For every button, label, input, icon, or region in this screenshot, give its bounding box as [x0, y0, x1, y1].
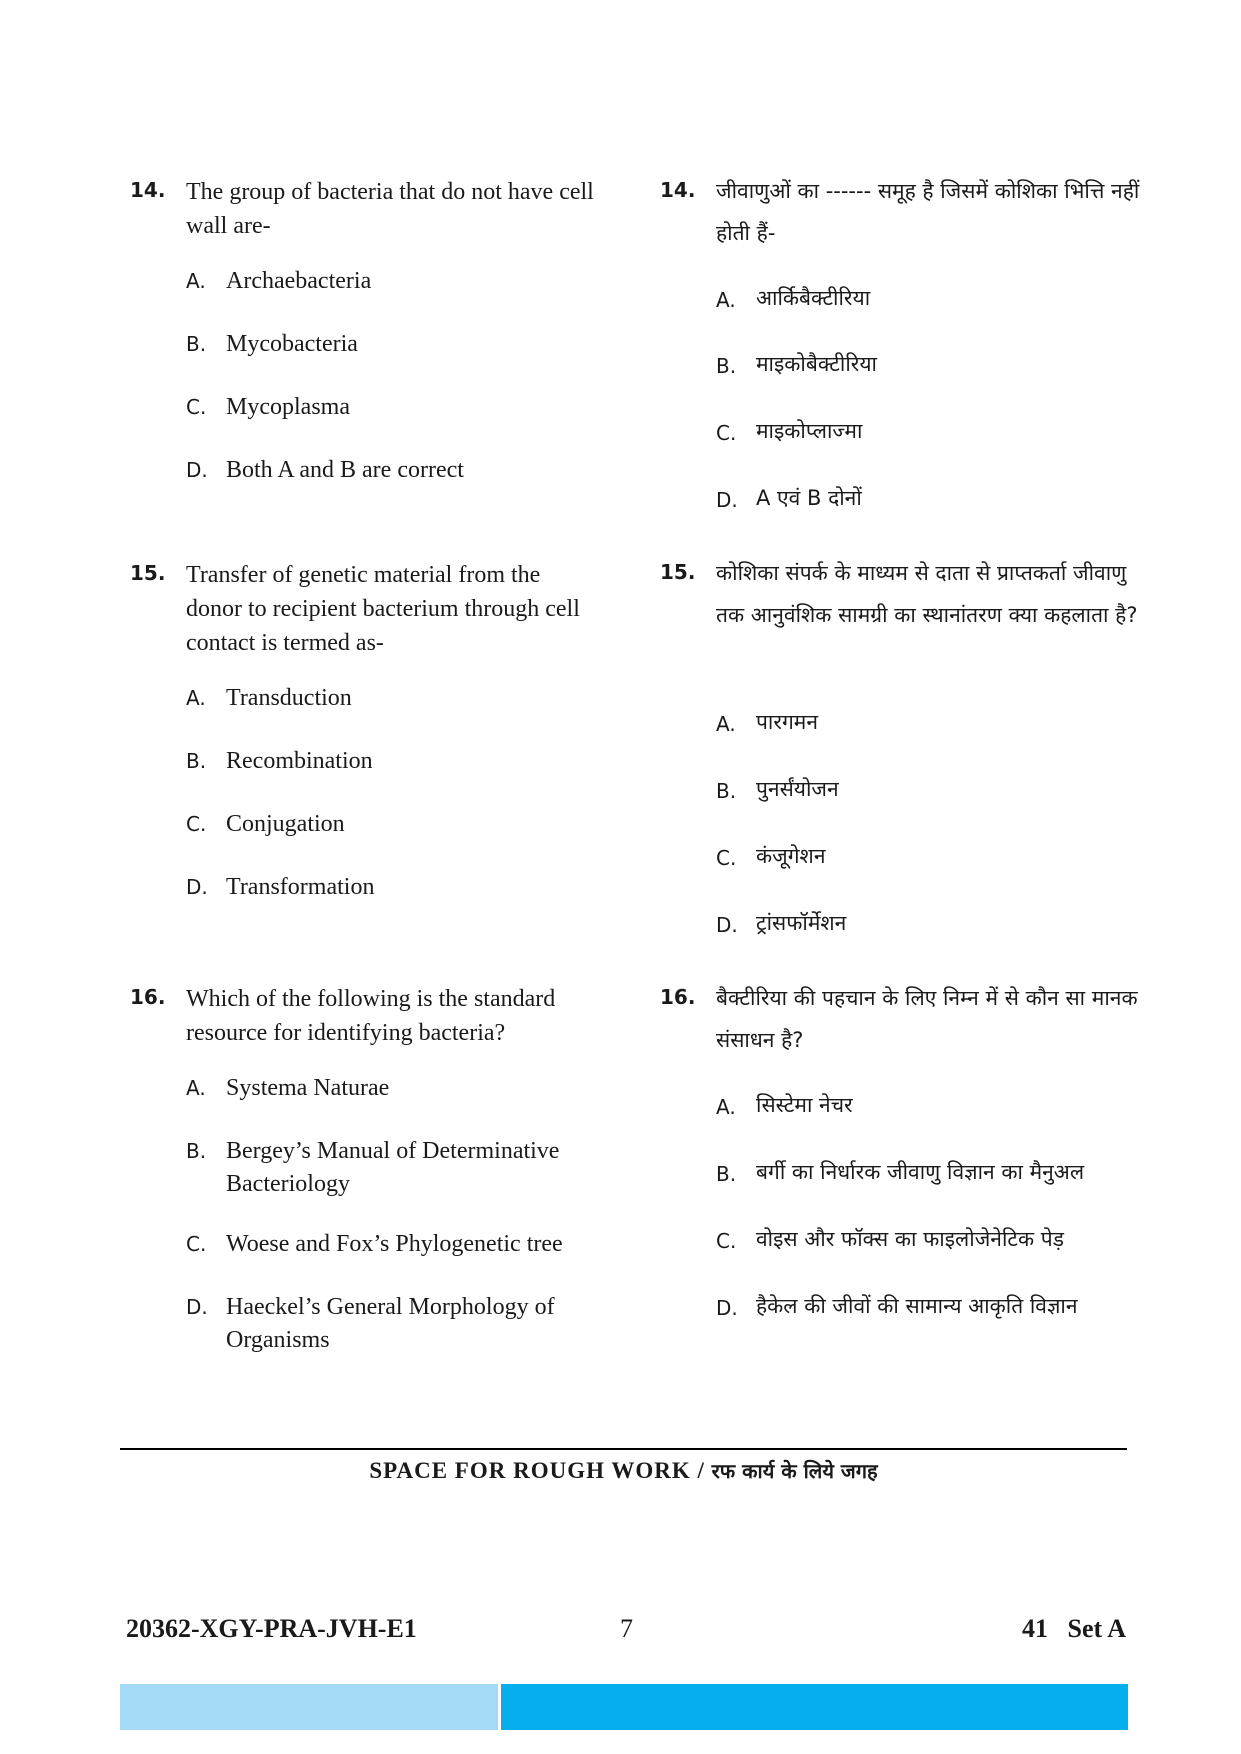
question-text: Transfer of genetic material from the donor to recipient bacterium through cell contact is termed as-	[186, 562, 580, 656]
option-text: A एवं B दोनों	[756, 486, 862, 510]
option-b	[716, 773, 1140, 806]
option-text: Both A and B are correct	[226, 457, 464, 483]
option-label: D.	[716, 913, 738, 937]
option-label: B.	[186, 749, 207, 773]
question-text: कोशिका संपर्क के माध्यम से दाता से प्राप्तकर्ता जीवाणु तक आनुवंशिक सामग्री का स्थानांतरण क्या कहलाता है?	[716, 561, 1138, 627]
option-text: पुनर्संयोजन	[756, 777, 839, 801]
question-text: जीवाणुओं का ------ समूह है जिसमें कोशिका भित्ति नहीं होती हैं-	[716, 179, 1140, 245]
option-label: D.	[186, 1295, 208, 1319]
option-label: C.	[186, 1232, 207, 1256]
option-text: Archaebacteria	[226, 268, 372, 294]
question-15-hi	[660, 552, 1140, 937]
option-label: D.	[716, 488, 738, 512]
option-text: Conjugation	[226, 811, 345, 837]
option-d	[716, 907, 1140, 940]
option-c	[186, 808, 600, 841]
option-text: Transformation	[226, 874, 375, 900]
option-text: पारगमन	[756, 710, 818, 734]
question-16-hi	[660, 977, 1140, 1320]
option-text: हैकेल की जीवों की सामान्य आकृति विज्ञान	[756, 1294, 1078, 1318]
option-label: B.	[186, 332, 207, 356]
question-number: 16.	[130, 985, 166, 1009]
option-label: A.	[716, 1095, 736, 1119]
paper-code: 20362-XGY-PRA-JVH-E1	[126, 1614, 417, 1643]
option-label: A.	[716, 712, 736, 736]
rough-work-hindi: रफ कार्य के लिये जगह	[711, 1459, 878, 1483]
question-14-en	[130, 175, 600, 483]
option-text: Transduction	[226, 685, 352, 711]
option-a	[716, 706, 1140, 739]
question-text: Which of the following is the standard resource for identifying bacteria?	[186, 986, 556, 1046]
option-b	[186, 745, 600, 778]
rough-work-english: SPACE FOR ROUGH WORK /	[369, 1458, 705, 1483]
option-d	[186, 454, 600, 487]
option-label: D.	[186, 458, 208, 482]
option-a	[716, 1089, 1140, 1122]
footer-bar-dark	[501, 1684, 1128, 1730]
option-label: C.	[716, 846, 737, 870]
option-b	[186, 328, 600, 361]
option-c	[716, 415, 1140, 448]
option-d	[186, 1291, 600, 1357]
option-a	[186, 265, 600, 298]
option-c	[716, 1223, 1140, 1256]
option-label: D.	[186, 875, 208, 899]
option-label: C.	[716, 421, 737, 445]
option-text: कंजूगेशन	[756, 844, 826, 868]
question-number: 15.	[130, 561, 166, 585]
option-text: Haeckel’s General Morphology of Organisms	[226, 1294, 555, 1353]
option-a	[186, 1072, 600, 1105]
question-16-en	[130, 982, 600, 1353]
question-number: 14.	[130, 178, 166, 202]
option-a	[716, 282, 1140, 315]
option-text: Systema Naturae	[226, 1075, 390, 1101]
option-label: C.	[716, 1229, 737, 1253]
rough-work-divider	[120, 1448, 1127, 1450]
option-label: A.	[716, 288, 736, 312]
option-d	[186, 871, 600, 904]
question-text: The group of bacteria that do not have cell wall are-	[186, 179, 594, 239]
option-c	[716, 840, 1140, 873]
option-text: Mycobacteria	[226, 331, 358, 357]
option-b	[186, 1135, 600, 1201]
option-b	[716, 348, 1140, 381]
option-text: सिस्टेमा नेचर	[756, 1093, 853, 1117]
option-b	[716, 1156, 1140, 1189]
option-label: C.	[186, 395, 207, 419]
option-text: Woese and Fox’s Phylogenetic tree	[226, 1231, 563, 1257]
option-text: बर्गी का निर्धारक जीवाणु विज्ञान का मैनुअल	[756, 1160, 1085, 1184]
option-d	[716, 482, 1140, 515]
option-label: A.	[186, 269, 206, 293]
option-label: D.	[716, 1296, 738, 1320]
footer-bar-light	[120, 1684, 498, 1730]
option-a	[186, 682, 600, 715]
question-15-en	[130, 558, 600, 900]
option-c	[186, 1228, 600, 1261]
question-number: 16.	[660, 985, 696, 1009]
option-label: C.	[186, 812, 207, 836]
option-text: आर्किबैक्टीरिया	[756, 286, 871, 310]
option-text: Recombination	[226, 748, 373, 774]
option-text: Mycoplasma	[226, 394, 350, 420]
option-c	[186, 391, 600, 424]
page-number: 7	[620, 1614, 633, 1643]
option-label: A.	[186, 1076, 206, 1100]
option-d	[716, 1290, 1140, 1323]
option-label: A.	[186, 686, 206, 710]
question-number: 14.	[660, 178, 696, 202]
question-14-hi	[660, 170, 1140, 512]
option-text: ट्रांसफॉर्मेशन	[756, 911, 847, 935]
option-text: Bergey’s Manual of Determinative Bacteriology	[226, 1138, 560, 1197]
question-number: 15.	[660, 560, 696, 584]
option-text: वोइस और फॉक्स का फाइलोजेनेटिक पेड़	[756, 1227, 1064, 1251]
option-label: B.	[186, 1139, 207, 1163]
option-text: माइकोबैक्टीरिया	[756, 352, 877, 376]
option-label: B.	[716, 354, 737, 378]
option-label: B.	[716, 779, 737, 803]
set-label: 41 Set A	[1022, 1614, 1126, 1643]
option-text: माइकोप्लाज्मा	[756, 419, 863, 443]
option-label: B.	[716, 1162, 737, 1186]
question-text: बैक्टीरिया की पहचान के लिए निम्न में से कौन सा मानक संसाधन है?	[716, 986, 1138, 1052]
rough-work-heading	[120, 1457, 1127, 1484]
